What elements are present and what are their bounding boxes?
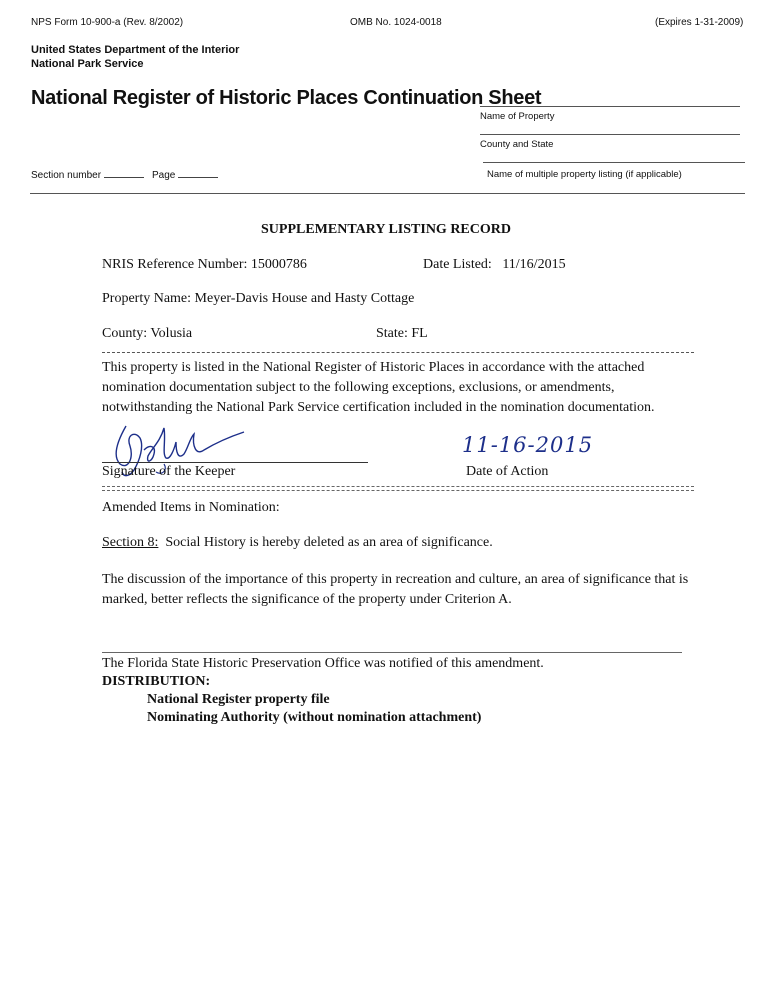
record-heading: SUPPLEMENTARY LISTING RECORD (261, 222, 511, 237)
county-value: Volusia (150, 326, 193, 341)
nris-value: 15000786 (250, 257, 307, 272)
date-of-action-label: Date of Action (466, 464, 549, 479)
name-of-property-label: Name of Property (480, 111, 555, 122)
state-label: State: (376, 326, 408, 341)
dashed-divider (102, 352, 694, 353)
omb-number: OMB No. 1024-0018 (350, 17, 442, 28)
county (102, 326, 192, 342)
section-number-blank (104, 168, 144, 178)
state-value: FL (411, 326, 428, 341)
distribution-item: Nominating Authority (without nomination attachment) (147, 710, 482, 725)
date-listed-value: 11/16/2015 (502, 257, 566, 272)
page-field (152, 168, 218, 181)
date-listed-label: Date Listed: (423, 257, 492, 272)
notification-text: The Florida State Historic Preservation Office was notified of this amendment. (102, 656, 544, 671)
property-name (102, 291, 414, 307)
nris-reference (102, 257, 307, 273)
county-state-label: County and State (480, 139, 554, 150)
section-8-amendment (102, 535, 493, 551)
section-number-field (31, 168, 144, 181)
section-8-label: Section 8: (102, 535, 159, 550)
multiple-listing-label: Name of multiple property listing (if applicable) (487, 169, 682, 180)
name-of-property-line (480, 106, 740, 107)
section-number-label: Section number (31, 170, 102, 181)
property-name-value: Meyer-Davis House and Hasty Cottage (194, 291, 415, 306)
significance-discussion: The discussion of the importance of this property in recreation and culture, an area of significance that is marked, better reflects the significance of the property under Criterion A. (102, 572, 689, 607)
date-listed (423, 257, 566, 273)
county-state-line (480, 134, 740, 135)
form-number: NPS Form 10-900-a (31, 17, 121, 28)
nris-label: NRIS Reference Number: (102, 257, 248, 272)
signature-line (102, 462, 368, 463)
handwritten-action-date: 11-16-2015 (462, 433, 594, 457)
listing-statement: This property is listed in the National Register of Historic Places in accordance with the attached nomination documentation subject to the following exceptions, exclusions, or amendments, notwithstanding the National Park Service certification included in the nomination documentation. (102, 360, 655, 415)
form-revision: (Rev. 8/2002) (123, 17, 184, 28)
page-blank (178, 168, 218, 178)
distribution-item: National Register property file (147, 692, 330, 707)
department-name: United States Department of the Interior (31, 44, 240, 56)
section-8-text: Social History is hereby deleted as an area of significance. (165, 535, 493, 550)
state (376, 326, 428, 342)
header-divider (30, 193, 745, 194)
form-id (31, 17, 183, 28)
page-title: National Register of Historic Places Continuation Sheet (31, 87, 542, 109)
multiple-listing-line (483, 162, 745, 163)
distribution-heading: DISTRIBUTION: (102, 674, 211, 689)
page-label: Page (152, 170, 176, 181)
property-name-label: Property Name: (102, 291, 192, 306)
signature-label: Signature of the Keeper (102, 464, 236, 479)
county-label: County: (102, 326, 148, 341)
double-divider (102, 486, 694, 491)
expiration-date: (Expires 1-31-2009) (655, 17, 744, 28)
amended-items-heading: Amended Items in Nomination: (102, 500, 280, 515)
notification-divider (102, 652, 682, 653)
service-name: National Park Service (31, 58, 144, 70)
